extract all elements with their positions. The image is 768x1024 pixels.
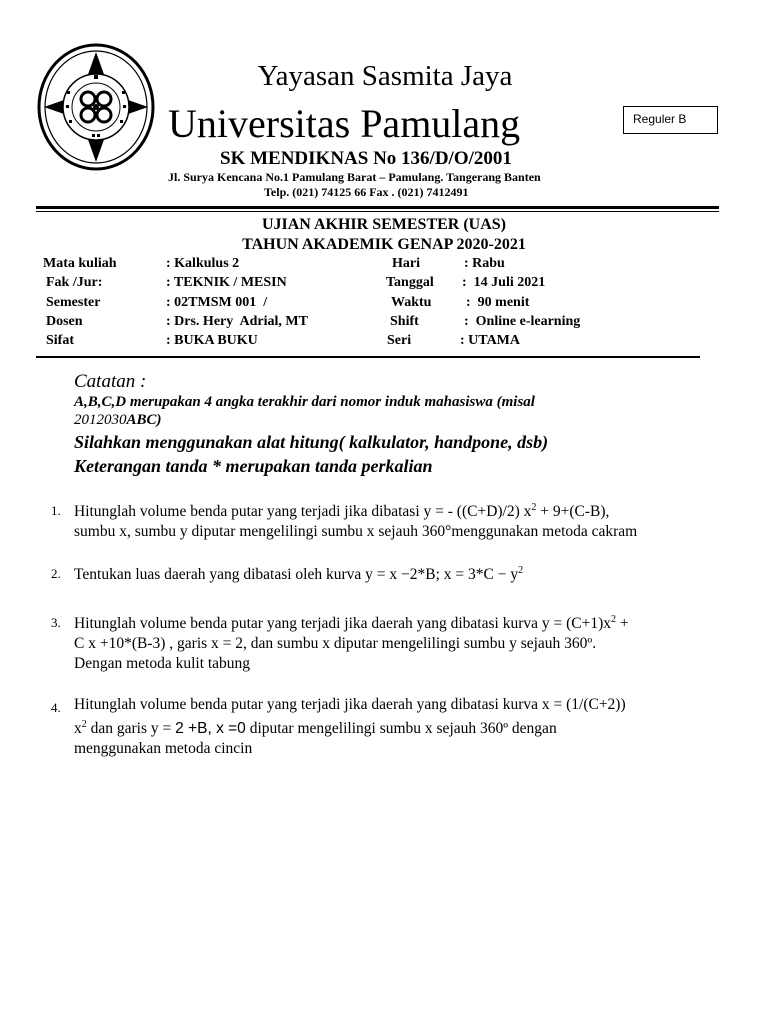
question-2-exponent: 2 <box>518 565 524 576</box>
note-example-number: 2012030 <box>74 412 127 428</box>
info-label-series: Seri <box>387 333 412 348</box>
question-number-3: 3. <box>51 615 61 630</box>
info-divider <box>36 356 700 358</box>
info-label-lecturer: Dosen <box>46 314 83 329</box>
header-divider <box>36 206 719 209</box>
note-student-id <box>74 393 664 429</box>
question-1-text: Hitunglah volume benda putar yang terjadi jika dibatasi y = - ((C+D)/2) x <box>74 503 532 520</box>
note-calculator: Silahkan menggunakan alat hitung( kalkulator, handpone, dsb) <box>74 432 549 452</box>
question-4-text: dan garis y = <box>86 720 176 737</box>
question-1-text-cont: + 9+(C-B), <box>536 503 610 520</box>
question-number-1: 1. <box>51 503 61 518</box>
info-label-type: Sifat <box>46 333 74 348</box>
question-number-4: 4. <box>51 700 61 715</box>
question-2 <box>74 561 744 585</box>
question-4-line3: menggunakan metoda cincin <box>74 740 253 757</box>
decree-number: SK MENDIKNAS No 136/D/O/2001 <box>220 148 512 169</box>
info-label-date: Tanggal <box>386 275 434 290</box>
info-value-day: : Rabu <box>464 256 505 271</box>
info-value-faculty: : TEKNIK / MESIN <box>166 275 287 290</box>
question-2-text: Tentukan luas daerah yang dibatasi oleh kurva y = x −2*B; x = 3*C − y <box>74 566 519 583</box>
question-3-line2: C x +10*(B-3) , garis x = 2, dan sumbu x diputar mengelilingi sumbu y sejauh 360º. <box>74 635 597 652</box>
question-3-exponent: 2 <box>611 614 617 625</box>
info-label-course: Mata kuliah <box>43 256 117 271</box>
info-label-day: Hari <box>392 256 420 271</box>
question-4-line1: Hitunglah volume benda putar yang terjadi jika daerah yang dibatasi kurva x = (1/(C+2)) <box>74 696 626 713</box>
question-4-exponent: 2 <box>81 719 87 730</box>
address: Jl. Surya Kencana No.1 Pamulang Barat – Pamulang. Tangerang Banten <box>168 170 541 184</box>
question-3-text-cont: + <box>616 615 629 632</box>
question-1 <box>74 498 744 542</box>
academic-year: TAHUN AKADEMIK GENAP 2020-2021 <box>242 236 526 253</box>
foundation-name: Yayasan Sasmita Jaya <box>257 60 513 92</box>
exam-title: UJIAN AKHIR SEMESTER (UAS) <box>261 216 507 233</box>
question-4-text-cont: diputar mengelilingi sumbu x sejauh 360º dengan <box>245 720 557 737</box>
info-label-semester: Semester <box>46 295 101 310</box>
info-value-shift: : Online e-learning <box>464 314 581 329</box>
info-value-series: : UTAMA <box>460 333 521 348</box>
class-box: Reguler B <box>623 106 718 134</box>
header-divider-thin <box>36 211 719 212</box>
question-1-exponent: 2 <box>531 502 537 513</box>
info-label-faculty: Fak /Jur: <box>46 275 103 290</box>
question-1-line2: sumbu x, sumbu y diputar mengelilingi sumbu x sejauh 360°menggunakan metoda cakram <box>74 523 638 540</box>
info-label-duration: Waktu <box>391 295 432 310</box>
info-value-type: : BUKA BUKU <box>166 333 258 348</box>
question-4-var: x <box>74 720 82 737</box>
info-label-shift: Shift <box>390 314 419 329</box>
info-value-duration: : 90 menit <box>466 295 530 310</box>
question-4-formula: 2 +B, x =0 <box>175 720 246 737</box>
info-value-date: : 14 Juli 2021 <box>462 275 546 290</box>
question-3-text: Hitunglah volume benda putar yang terjadi jika daerah yang dibatasi kurva y = (C+1)x <box>74 615 612 632</box>
info-value-semester: : 02TMSM 001 / <box>166 295 268 310</box>
question-3 <box>74 610 744 674</box>
note-example-suffix: ABC) <box>126 412 162 428</box>
phone-fax: Telp. (021) 74125 66 Fax . (021) 7412491 <box>264 185 469 199</box>
notes-heading: Catatan : <box>74 371 147 392</box>
info-value-lecturer: : Drs. Hery Adrial, MT <box>166 314 308 329</box>
note-student-id-text: A,B,C,D merupakan 4 angka terakhir dari nomor induk mahasiswa (misal <box>74 394 535 410</box>
info-value-course: : Kalkulus 2 <box>166 256 240 271</box>
question-4 <box>74 695 744 759</box>
question-3-line3: Dengan metoda kulit tabung <box>74 655 251 672</box>
university-name: Universitas Pamulang <box>168 101 521 146</box>
note-multiplication: Keterangan tanda * merupakan tanda perkalian <box>74 456 433 476</box>
question-number-2: 2. <box>51 566 61 581</box>
